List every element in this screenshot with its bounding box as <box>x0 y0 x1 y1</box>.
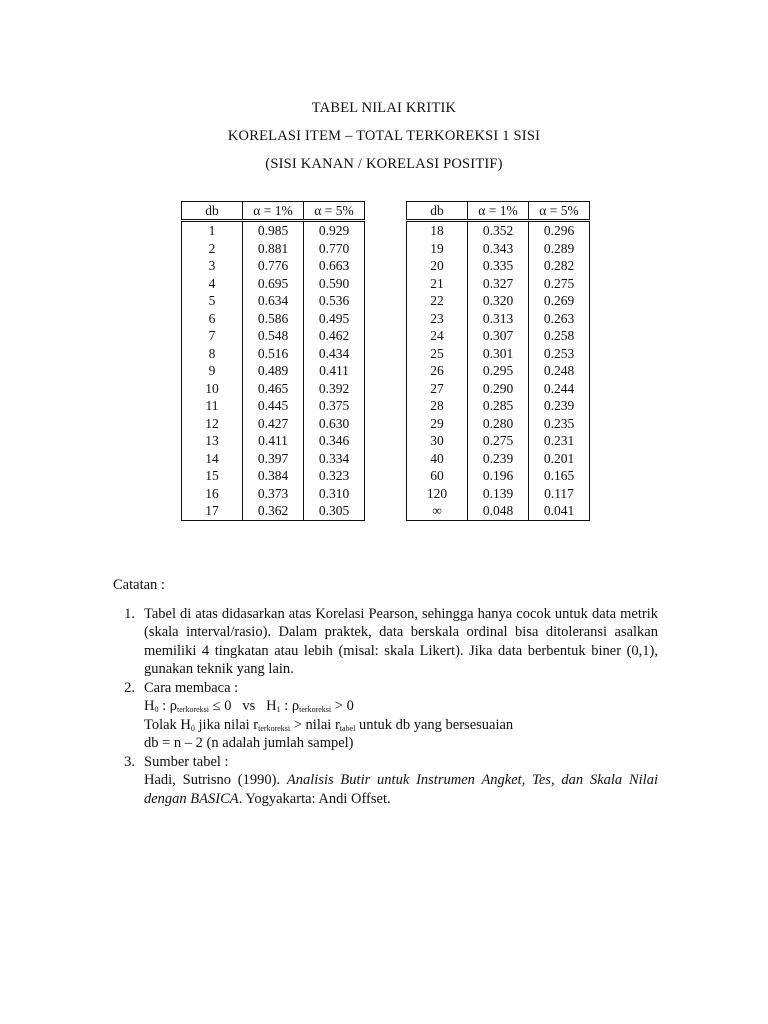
cell-alpha-5: 0.263 <box>529 310 590 328</box>
cell-alpha-5: 0.117 <box>529 485 590 503</box>
cell-db: 29 <box>407 415 468 433</box>
title-line-3: (SISI KANAN / KORELASI POSITIF) <box>265 156 503 172</box>
cell-alpha-5: 0.244 <box>529 380 590 398</box>
citation-author: Hadi, Sutrisno (1990). <box>144 772 287 788</box>
cell-alpha-5: 0.235 <box>529 415 590 433</box>
table-row <box>182 362 365 380</box>
table-header-row <box>407 202 590 221</box>
table-row <box>407 240 590 258</box>
table-row <box>407 292 590 310</box>
cell-alpha-5: 0.269 <box>529 292 590 310</box>
table-row <box>407 310 590 328</box>
cell-alpha-1: 0.280 <box>468 415 529 433</box>
table-row <box>407 345 590 363</box>
cell-db: 5 <box>182 292 243 310</box>
cell-db: 27 <box>407 380 468 398</box>
cell-alpha-1: 0.048 <box>468 502 529 520</box>
db-formula-line: db = n – 2 (n adalah jumlah sampel) <box>144 735 354 751</box>
cell-alpha-5: 0.041 <box>529 502 590 520</box>
table-row <box>182 310 365 328</box>
decision-rule-line: Tolak $H_0$ jika nilai $r_{terkoreksi}$ > nilai $r_{tabel}$ untuk db yang bersesuaian <box>144 716 514 733</box>
table-row <box>182 240 365 258</box>
cell-db: 16 <box>182 485 243 503</box>
critical-value-table-left <box>181 201 365 521</box>
cell-alpha-5: 0.411 <box>304 362 365 380</box>
cell-alpha-5: 0.201 <box>529 450 590 468</box>
cell-alpha-5: 0.310 <box>304 485 365 503</box>
cell-db: 8 <box>182 345 243 363</box>
cell-db: 2 <box>182 240 243 258</box>
cell-db: 28 <box>407 397 468 415</box>
cell-alpha-5: 0.258 <box>529 327 590 345</box>
cell-db: 30 <box>407 432 468 450</box>
cell-alpha-5: 0.323 <box>304 467 365 485</box>
cell-alpha-1: 0.139 <box>468 485 529 503</box>
cell-db: 19 <box>407 240 468 258</box>
cell-alpha-1: 0.196 <box>468 467 529 485</box>
table-row <box>182 275 365 293</box>
cell-alpha-5: 0.770 <box>304 240 365 258</box>
cell-db: 14 <box>182 450 243 468</box>
cell-alpha-1: 0.290 <box>468 380 529 398</box>
cell-db: 18 <box>407 221 468 240</box>
note-number: 3. <box>124 753 135 770</box>
table-row <box>182 257 365 275</box>
table-row <box>182 380 365 398</box>
table-row <box>407 327 590 345</box>
cell-alpha-1: 0.634 <box>243 292 304 310</box>
cell-db: 13 <box>182 432 243 450</box>
table-row <box>182 221 365 240</box>
cell-alpha-5: 0.334 <box>304 450 365 468</box>
cell-db: 17 <box>182 502 243 520</box>
table-row <box>407 450 590 468</box>
table-row <box>407 485 590 503</box>
title-line-1: TABEL NILAI KRITIK <box>311 100 457 116</box>
cell-alpha-1: 0.586 <box>243 310 304 328</box>
cell-db: ∞ <box>407 502 468 520</box>
cell-db: 6 <box>182 310 243 328</box>
cell-db: 23 <box>407 310 468 328</box>
table-row <box>182 292 365 310</box>
cell-db: 3 <box>182 257 243 275</box>
cell-alpha-1: 0.489 <box>243 362 304 380</box>
cell-alpha-5: 0.346 <box>304 432 365 450</box>
cell-alpha-5: 0.495 <box>304 310 365 328</box>
cell-alpha-1: 0.295 <box>468 362 529 380</box>
document-title <box>0 94 768 178</box>
cell-alpha-5: 0.296 <box>529 221 590 240</box>
cell-alpha-1: 0.307 <box>468 327 529 345</box>
cell-alpha-1: 0.548 <box>243 327 304 345</box>
cell-alpha-1: 0.384 <box>243 467 304 485</box>
cell-alpha-1: 0.362 <box>243 502 304 520</box>
header-alpha-1: α = 1% <box>243 202 304 221</box>
table-row <box>407 502 590 520</box>
note-item-1 <box>113 605 658 679</box>
cell-alpha-5: 0.282 <box>529 257 590 275</box>
cell-db: 60 <box>407 467 468 485</box>
table-row <box>182 345 365 363</box>
cell-alpha-5: 0.434 <box>304 345 365 363</box>
table-row <box>407 380 590 398</box>
title-line-2: KORELASI ITEM – TOTAL TERKOREKSI 1 SISI <box>227 128 541 144</box>
cell-alpha-5: 0.392 <box>304 380 365 398</box>
notes-section <box>113 576 658 808</box>
cell-alpha-1: 0.335 <box>468 257 529 275</box>
cell-db: 21 <box>407 275 468 293</box>
table-row <box>407 221 590 240</box>
table-row <box>407 467 590 485</box>
cell-db: 20 <box>407 257 468 275</box>
cell-alpha-5: 0.275 <box>529 275 590 293</box>
citation <box>144 771 658 808</box>
cell-alpha-1: 0.445 <box>243 397 304 415</box>
header-db: db <box>182 202 243 221</box>
table-header-row <box>182 202 365 221</box>
header-alpha-1: α = 1% <box>468 202 529 221</box>
cell-alpha-1: 0.776 <box>243 257 304 275</box>
table-row <box>182 502 365 520</box>
hypothesis-line: $H_0$ : $\rho_{terkoreksi} \le 0$ vs $H_1$ : $\rho_{terkoreksi} > 0$ <box>144 698 354 714</box>
cell-alpha-1: 0.313 <box>468 310 529 328</box>
table-row <box>182 450 365 468</box>
cell-alpha-1: 0.301 <box>468 345 529 363</box>
cell-alpha-5: 0.305 <box>304 502 365 520</box>
cell-alpha-1: 0.985 <box>243 221 304 240</box>
cell-alpha-5: 0.289 <box>529 240 590 258</box>
cell-alpha-1: 0.427 <box>243 415 304 433</box>
cell-alpha-1: 0.373 <box>243 485 304 503</box>
cell-alpha-5: 0.929 <box>304 221 365 240</box>
notes-heading: Catatan : <box>113 577 165 593</box>
cell-alpha-5: 0.590 <box>304 275 365 293</box>
table-row <box>407 362 590 380</box>
cell-alpha-1: 0.465 <box>243 380 304 398</box>
table-row <box>182 485 365 503</box>
cell-alpha-5: 0.239 <box>529 397 590 415</box>
citation-publisher: . Yogyakarta: Andi Offset. <box>238 790 391 807</box>
table-row <box>407 275 590 293</box>
header-db: db <box>407 202 468 221</box>
cell-alpha-5: 0.663 <box>304 257 365 275</box>
header-alpha-5: α = 5% <box>529 202 590 221</box>
table-row <box>182 432 365 450</box>
cell-db: 12 <box>182 415 243 433</box>
note-number: 1. <box>124 605 135 622</box>
cell-alpha-1: 0.327 <box>468 275 529 293</box>
cell-alpha-1: 0.275 <box>468 432 529 450</box>
note-number: 2. <box>124 679 135 696</box>
cell-alpha-1: 0.516 <box>243 345 304 363</box>
note-item-2 <box>113 679 658 753</box>
cell-db: 22 <box>407 292 468 310</box>
cell-db: 11 <box>182 397 243 415</box>
cell-alpha-5: 0.630 <box>304 415 365 433</box>
note-text: Tabel di atas didasarkan atas Korelasi Pearson, sehingga hanya cocok untuk data metrik (skala interval/rasio). Dalam praktek, data berskala ordinal bisa ditoleransi asalkan memiliki 4 tingkatan atau lebih (misal: skala Likert). Jika data berbentuk biner (0,1), gunakan teknik yang lain. <box>144 605 658 677</box>
header-alpha-5: α = 5% <box>304 202 365 221</box>
cell-alpha-5: 0.248 <box>529 362 590 380</box>
table-row <box>182 467 365 485</box>
cell-alpha-5: 0.536 <box>304 292 365 310</box>
cell-alpha-1: 0.881 <box>243 240 304 258</box>
cell-alpha-5: 0.231 <box>529 432 590 450</box>
table-row <box>182 415 365 433</box>
cell-alpha-5: 0.375 <box>304 397 365 415</box>
cell-db: 7 <box>182 327 243 345</box>
cell-db: 10 <box>182 380 243 398</box>
cell-db: 9 <box>182 362 243 380</box>
cell-db: 26 <box>407 362 468 380</box>
table-row <box>182 327 365 345</box>
cell-alpha-5: 0.165 <box>529 467 590 485</box>
critical-value-table-right <box>406 201 590 521</box>
cell-alpha-5: 0.462 <box>304 327 365 345</box>
table-row <box>407 415 590 433</box>
cell-db: 120 <box>407 485 468 503</box>
table-row <box>407 257 590 275</box>
cell-alpha-5: 0.253 <box>529 345 590 363</box>
cell-alpha-1: 0.343 <box>468 240 529 258</box>
note-heading: Sumber tabel : <box>144 753 229 770</box>
cell-db: 4 <box>182 275 243 293</box>
cell-db: 15 <box>182 467 243 485</box>
cell-alpha-1: 0.411 <box>243 432 304 450</box>
cell-db: 25 <box>407 345 468 363</box>
cell-alpha-1: 0.285 <box>468 397 529 415</box>
cell-db: 1 <box>182 221 243 240</box>
citation-book-title: Analisis Butir untuk Instrumen Angket, Tes, dan Skala Nilai dengan BASICA <box>144 772 658 807</box>
table-row <box>407 397 590 415</box>
note-item-3 <box>113 753 658 809</box>
cell-alpha-1: 0.320 <box>468 292 529 310</box>
cell-alpha-1: 0.239 <box>468 450 529 468</box>
note-heading: Cara membaca : <box>144 679 239 696</box>
cell-alpha-1: 0.352 <box>468 221 529 240</box>
table-row <box>182 397 365 415</box>
cell-alpha-1: 0.695 <box>243 275 304 293</box>
cell-db: 40 <box>407 450 468 468</box>
cell-alpha-1: 0.397 <box>243 450 304 468</box>
cell-db: 24 <box>407 327 468 345</box>
table-row <box>407 432 590 450</box>
